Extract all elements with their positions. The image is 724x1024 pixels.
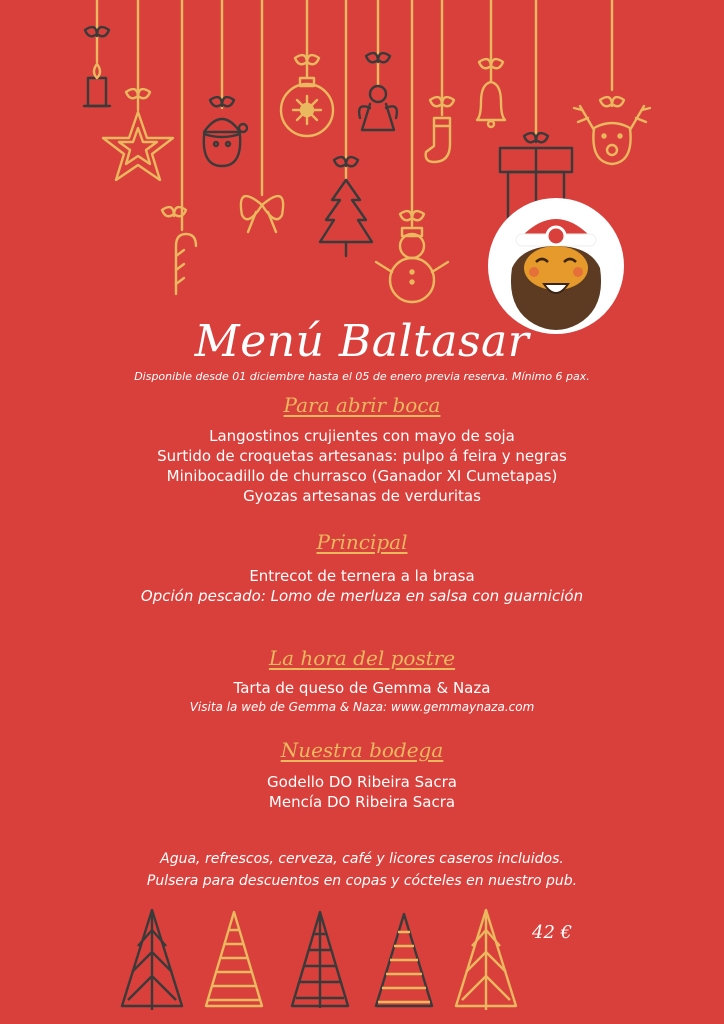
section-heading-dessert: La hora del postre: [268, 646, 456, 670]
menu-item: Godello DO Ribeira Sacra: [267, 773, 457, 791]
section-heading-starters: Para abrir boca: [283, 393, 441, 417]
menu-item: Langostinos crujientes con mayo de soja: [209, 427, 515, 445]
section-heading-wine: Nuestra bodega: [280, 738, 444, 762]
section-heading-main: Principal: [316, 530, 408, 554]
menu-title: Menú Baltasar: [194, 316, 530, 367]
dessert-web-note: Visita la web de Gemma & Naza: www.gemmaynaza.com: [189, 700, 535, 714]
availability-note: Disponible desde 01 diciembre hasta el 05 de enero previa reserva. Mínimo 6 pax.: [134, 370, 590, 383]
menu-item: Minibocadillo de churrasco (Ganador XI Cumetapas): [166, 467, 558, 485]
menu-price: 42 €: [532, 922, 573, 943]
menu-item: Gyozas artesanas de verduritas: [243, 487, 481, 505]
menu-item: Opción pescado: Lomo de merluza en salsa con guarnición: [140, 587, 584, 605]
menu-item: Entrecot de ternera a la brasa: [249, 567, 475, 585]
menu-item: Tarta de queso de Gemma & Naza: [233, 679, 491, 697]
footer-line: Agua, refrescos, cerveza, café y licores caseros incluidos.: [160, 851, 564, 867]
menu-item: Surtido de croquetas artesanas: pulpo á feira y negras: [157, 447, 567, 465]
footer-line: Pulsera para descuentos en copas y cócteles en nuestro pub.: [146, 873, 578, 889]
menu-item: Mencía DO Ribeira Sacra: [268, 793, 456, 811]
